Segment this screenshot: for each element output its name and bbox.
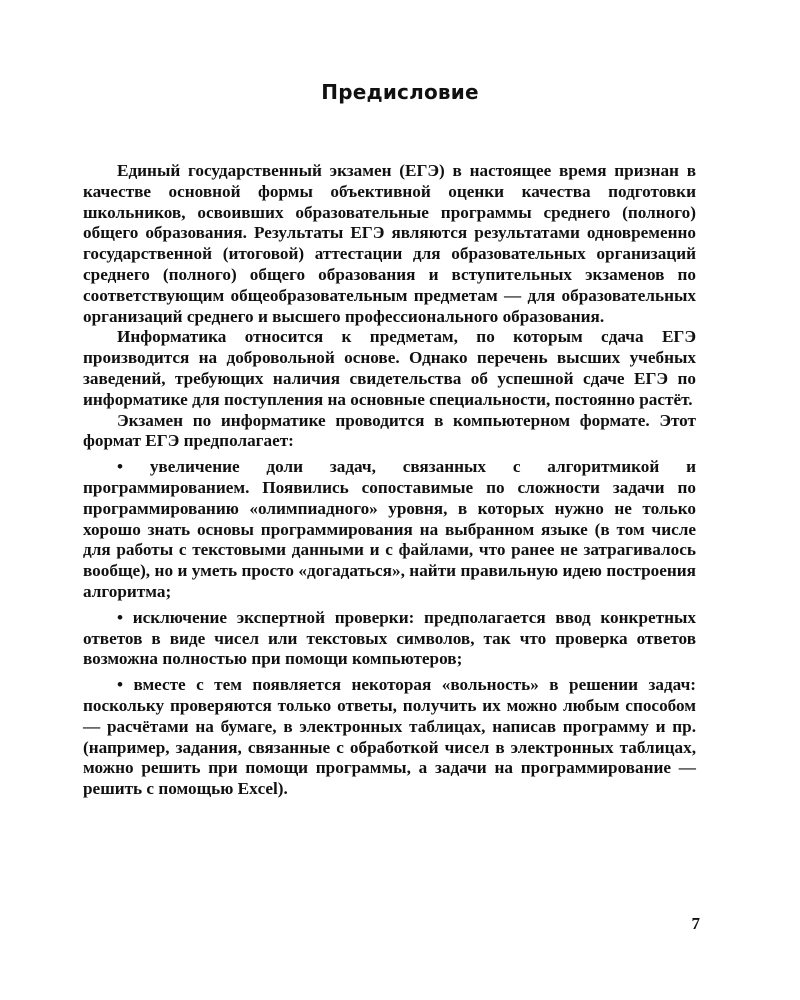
bullet-item-programming-tasks: • увеличение доли задач, связанных с алгоритмикой и программированием. Появились сопоставимые по сложности задачи по программированию «олимпиадного» уровня, в которых нужно не только хорошо знать основы программирования на выбранном языке (в том числе для работы с текстовыми данными и с файлами, что ранее не затрагивалось вообще), но и уметь просто «догадаться», найти правильную идею построения алгоритма; xyxy=(83,457,696,601)
bullet-item-solution-freedom: • вместе с тем появляется некоторая «вольность» в решении задач: поскольку проверяются только ответы, получить их можно любым способом — расчётами на бумаге, в электронных таблицах, написав программу и пр. (например, задания, связанные с обработкой чисел в электронных таблицах, можно решить при помощи программы, а задачи на программирование — решить с помощью Excel). xyxy=(83,675,696,799)
paragraph-ege-intro: Единый государственный экзамен (ЕГЭ) в настоящее время признан в качестве основной формы объективной оценки качества подготовки школьников, освоивших образовательные программы среднего (полного) общего образования. Результаты ЕГЭ являются результатами одновременно государственной (итоговой) аттестации для образовательных организаций среднего (полного) общего образования и вступительных экзаменов по соответствующим общеобразовательным предметам — для образовательных организаций среднего и высшего профессионального образования. xyxy=(83,161,696,326)
paragraph-informatics-voluntary: Информатика относится к предметам, по которым сдача ЕГЭ производится на добровольной основе. Однако перечень высших учебных заведений, требующих наличия свидетельства об успешной сдаче ЕГЭ по информатике для поступления на основные специальности, постоянно растёт. xyxy=(83,327,696,409)
page-title: Предисловие xyxy=(321,80,479,104)
bullet-item-no-expert-check: • исключение экспертной проверки: предполагается ввод конкретных ответов в виде чисел или текстовых символов, так что проверка ответов возможна полностью при помощи компьютеров; xyxy=(83,607,696,669)
page-number: 7 xyxy=(691,914,700,933)
paragraph-computer-format: Экзамен по информатике проводится в компьютерном формате. Этот формат ЕГЭ предполагает: xyxy=(83,410,696,451)
preface-text xyxy=(83,161,696,800)
